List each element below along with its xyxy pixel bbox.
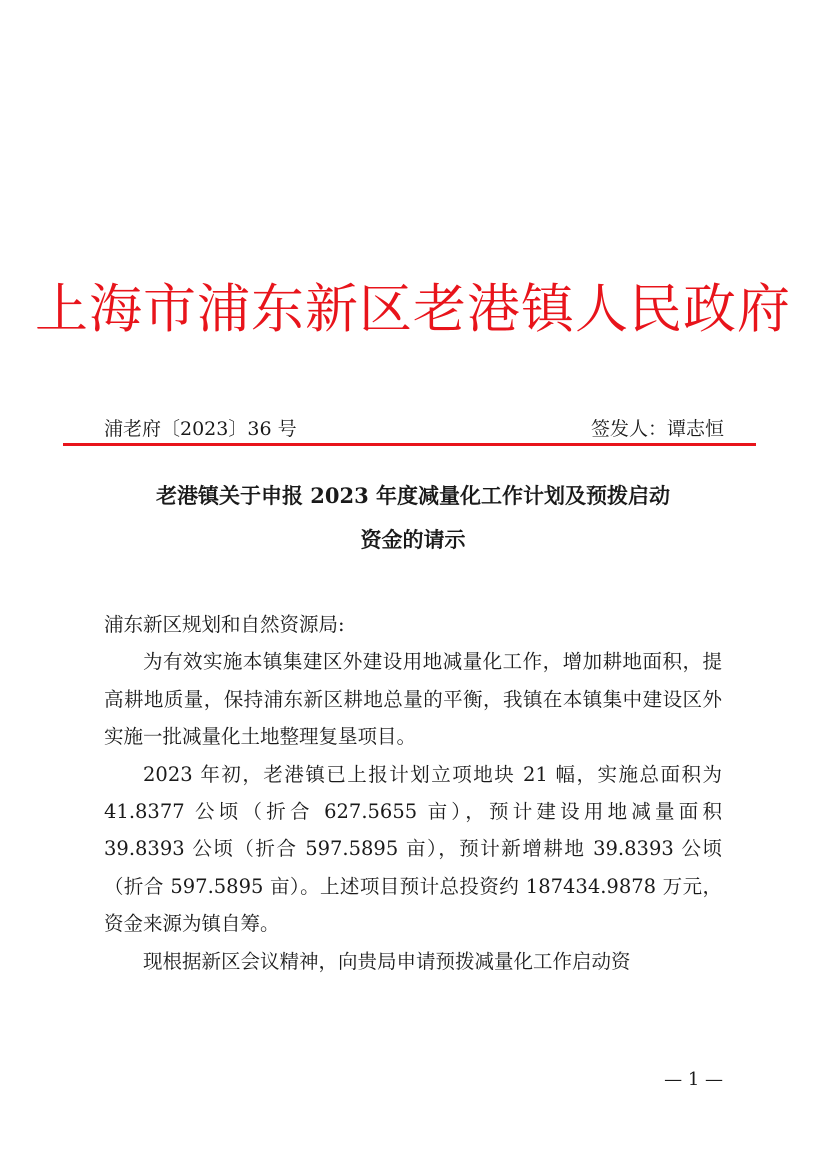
document-body (104, 606, 722, 980)
document-meta (104, 415, 724, 443)
body-paragraph-1: 为有效实施本镇集建区外建设用地减量化工作，增加耕地面积，提高耕地质量，保持浦东新区耕地总量的平衡，我镇在本镇集中建设区外实施一批减量化土地整理复垦项目。 (104, 650, 722, 749)
title-line-1: 老港镇关于申报 2023 年度减量化工作计划及预拨启动 (155, 483, 671, 508)
title-line-2: 资金的请示 (360, 527, 466, 552)
body-paragraph-3: 现根据新区会议精神，向贵局申请预拨减量化工作启动资 (143, 949, 631, 973)
issuer-header: 上海市浦东新区老港镇人民政府 (35, 279, 791, 340)
document-title (60, 474, 766, 562)
signer: 签发人：谭志恒 (590, 418, 724, 440)
page-number: — 1 — (664, 1069, 723, 1090)
addressee: 浦东新区规划和自然资源局: (104, 613, 345, 636)
body-paragraph-2: 2023 年初，老港镇已上报计划立项地块 21 幅，实施总面积为 41.8377 公顷（折合 627.5655 亩），预计建设用地减量面积 39.8393 公顷（折合 597.5895 亩），预计新增耕地 39.8393 公顷（折合 597.5895 亩）。上述项目预计总投资约 187434.9878 万元，资金来源为镇自筹。 (104, 762, 722, 936)
document-number: 浦老府〔2023〕36 号 (104, 418, 297, 440)
red-divider (63, 443, 756, 446)
